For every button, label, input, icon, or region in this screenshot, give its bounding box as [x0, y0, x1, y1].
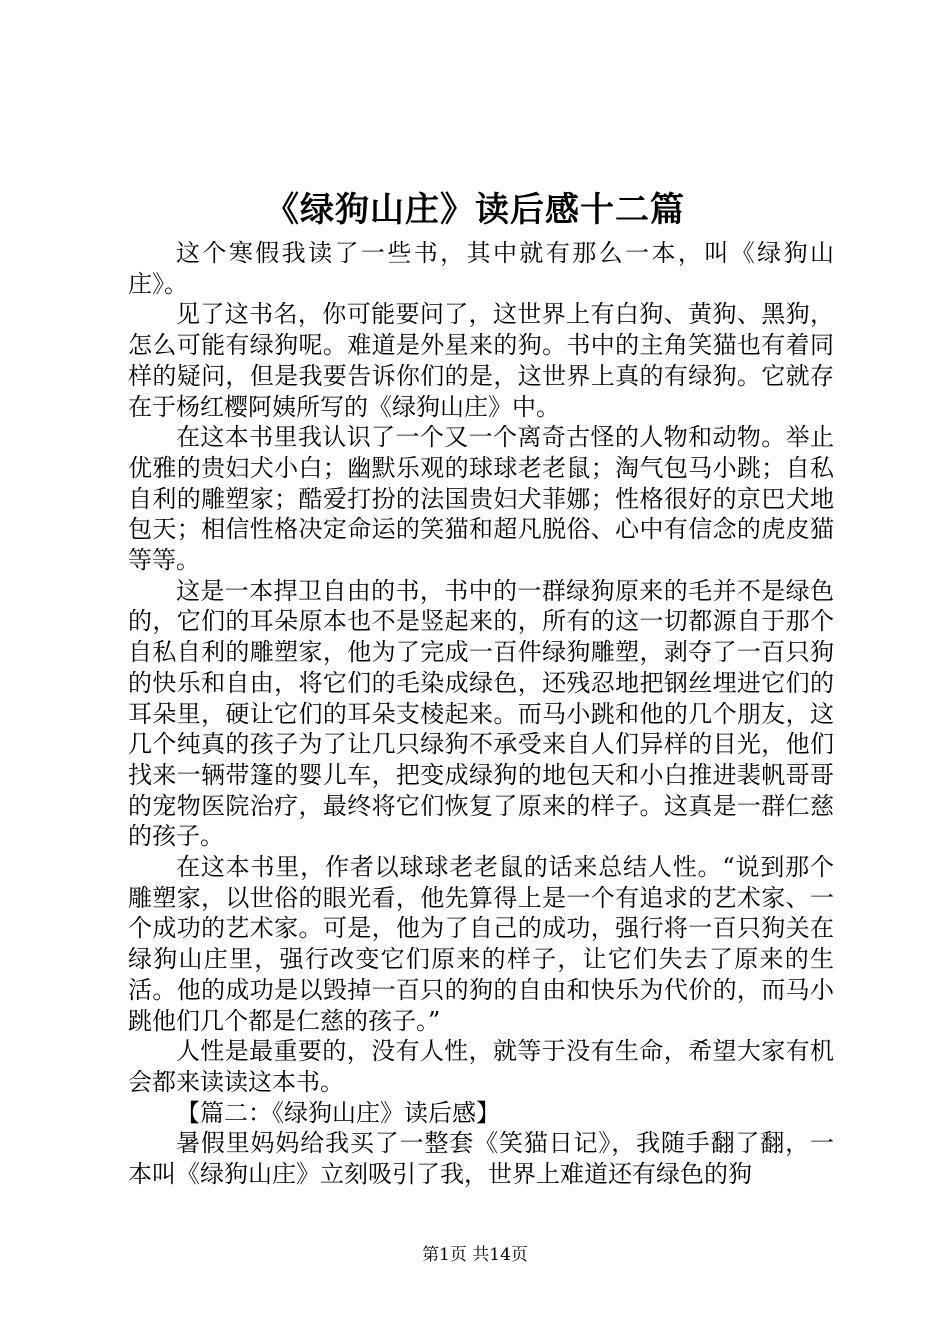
document-title: 《绿狗山庄》读后感十二篇 [265, 190, 685, 230]
paragraph: 暑假里妈妈给我买了一整套《笑猫日记》，我随手翻了翻，一本叫《绿狗山庄》立刻吸引了我，世界上难道还有绿色的狗 [128, 1129, 834, 1189]
page-number-footer: 第1页 共14页 [422, 1245, 528, 1265]
paragraph: 这是一本捍卫自由的书，书中的一群绿狗原来的毛并不是绿色的，它们的耳朵原本也不是竖起来的，所有的这一切都源自于那个自私自利的雕塑家，他为了完成一百件绿狗雕塑，剥夺了一百只狗的快乐和自由，将它们的毛染成绿色，还残忍地把钢丝埋进它们的耳朵里，硬让它们的耳朵支棱起来。而马小跳和他的几个朋友，这几个纯真的孩子为了让几只绿狗不承受来自人们异样的目光，他们找来一辆带篷的婴儿车，把变成绿狗的地包天和小白推进裴帆哥哥的宠物医院治疗，最终将它们恢复了原来的样子。这真是一群仁慈的孩子。 [128, 576, 834, 851]
section-heading: 【篇二：《绿狗山庄》读后感】 [176, 1098, 500, 1127]
paragraph: 在这本书里我认识了一个又一个离奇古怪的人物和动物。举止优雅的贵妇犬小白；幽默乐观的球球老老鼠；淘气包马小跳；自私自利的雕塑家；酷爱打扮的法国贵妇犬菲娜；性格很好的京巴犬地包天；相信性格决定命运的笑猫和超凡脱俗、心中有信念的虎皮猫等等。 [128, 423, 834, 575]
paragraph: 见了这书名，你可能要问了，这世界上有白狗、黄狗、黑狗，怎么可能有绿狗呢。难道是外星来的狗。书中的主角笑猫也有着同样的疑问，但是我要告诉你们的是，这世界上真的有绿狗。它就存在于杨红樱阿姨所写的《绿狗山庄》中。 [128, 300, 834, 421]
paragraph: 在这本书里，作者以球球老老鼠的话来总结人性。“说到那个雕塑家，以世俗的眼光看，他先算得上是一个有追求的艺术家、一个成功的艺术家。可是，他为了自己的成功，强行将一百只狗关在绿狗山庄里，强行改变它们原来的样子，让它们失去了原来的生活。他的成功是以毁掉一百只的狗的自由和快乐为代价的，而马小跳他们几个都是仁慈的孩子。” [128, 853, 834, 1035]
paragraph: 这个寒假我读了一些书，其中就有那么一本，叫《绿狗山庄》。 [128, 239, 834, 298]
document-body [128, 238, 834, 1190]
paragraph: 人性是最重要的，没有人性，就等于没有生命，希望大家有机会都来读读这本书。 [128, 1037, 834, 1096]
